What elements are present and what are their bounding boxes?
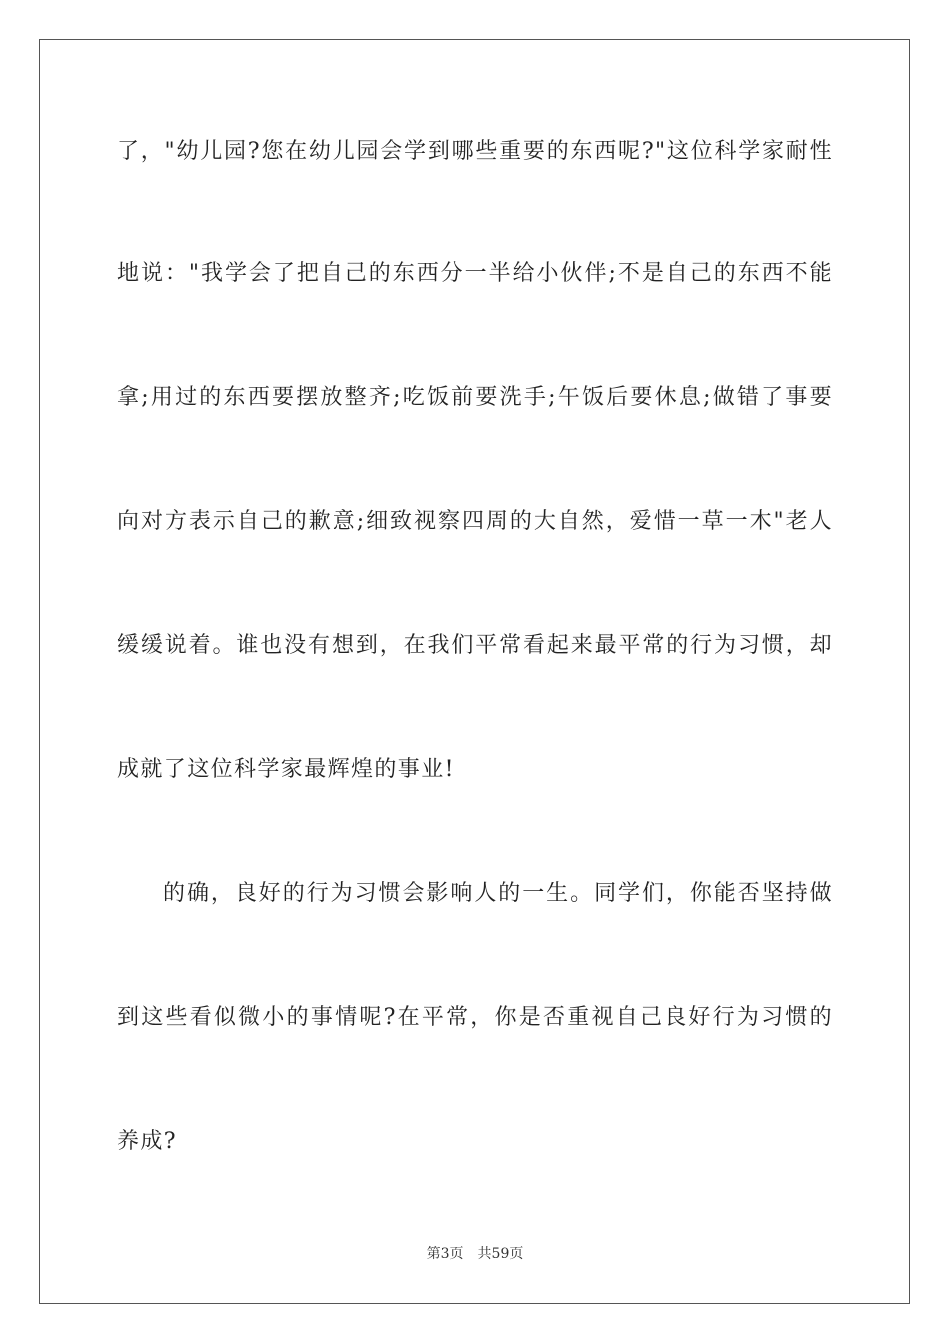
text-line-6: 成就了这位科学家最辉煌的事业! <box>117 757 455 782</box>
paragraph-2-line-3: 养成? <box>117 1129 177 1154</box>
text-line-5: 缓缓说着。谁也没有想到，在我们平常看起来最平常的行为习惯，却 <box>117 633 833 658</box>
total-pages: 共59页 <box>477 1246 524 1262</box>
text-line-1: 了，"幼儿园?您在幼儿园会学到哪些重要的东西呢?"这位科学家耐性 <box>117 139 833 164</box>
page-number: 第3页 <box>426 1246 464 1262</box>
paragraph-2-line-1: 的确，良好的行为习惯会影响人的一生。同学们，你能否坚持做 <box>163 881 833 906</box>
page-border <box>39 39 910 1304</box>
paragraph-2-line-2: 到这些看似微小的事情呢?在平常，你是否重视自己良好行为习惯的 <box>117 1005 833 1030</box>
text-line-2: 地说："我学会了把自己的东西分一半给小伙伴;不是自己的东西不能 <box>117 261 833 286</box>
text-line-3: 拿;用过的东西要摆放整齐;吃饭前要洗手;午饭后要休息;做错了事要 <box>117 385 833 410</box>
page-footer <box>0 1245 950 1263</box>
text-line-4: 向对方表示自己的歉意;细致视察四周的大自然，爱惜一草一木"老人 <box>117 509 833 534</box>
